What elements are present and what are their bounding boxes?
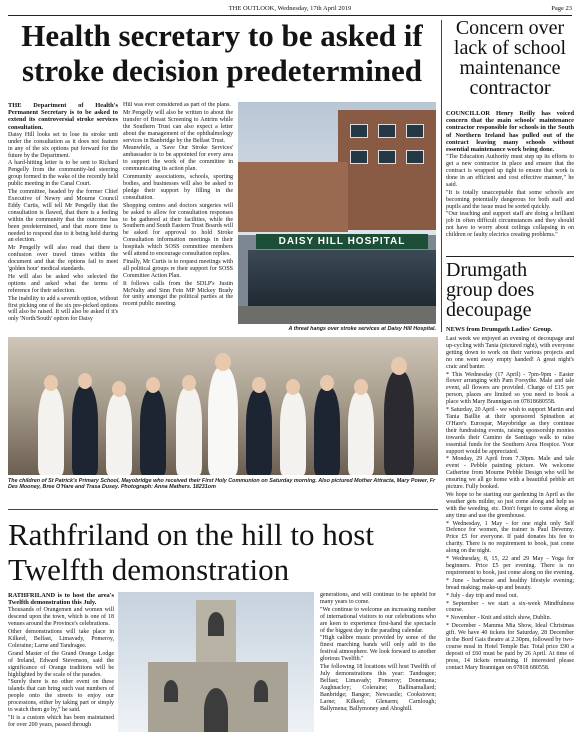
hospital-photo bbox=[238, 102, 436, 324]
twelfth-paragraph: generations, and will continue to be upheld for many years to come. bbox=[320, 592, 436, 605]
decoupage-paragraph: * December - Mamma Mia Show, Ideal Christmas gift. We have 40 tickets for Saturday, 28 December in the Bord Gais theatre at 2.30pm, followed by two-course meal in Hotel Temple Bar. Total price £90 a deposit of £60 must be paid by 26 April. At time of press, 14 tickets remaining. If interested please contact Mary Brannigan on 07818 680558. bbox=[446, 623, 574, 671]
school-story-paragraph: "The Education Authority must step up its efforts to get a new contractor in place and ensure that the contract is wrapped up tight to ensure that work is done in an efficient and cost effective manner," he said. bbox=[446, 154, 574, 188]
child-head bbox=[146, 377, 160, 393]
main-story-col2 bbox=[123, 102, 233, 334]
decoupage-paragraph: * Saturday, 20 April - we wish to support Martin and Tania Baillie at their sponsored Spinathon at O'Hare's Eurospar, Mayobridge as they continue their fundraising events, raising sponsorship monies towards their Camino de Santiago walk to raise essential funds for the Southern Area Hospice. Your support would be appreciated. bbox=[446, 407, 574, 455]
twelfth-paragraph: "We continue to welcome an increasing number of international visitors to our celebrations who are keen to experience first-hand the spectacle of the biggest day in the parading calendar. bbox=[320, 606, 436, 634]
main-story-paragraph: It follows calls from the SDLP's Justin McNulty and Sinn Fein MP Mickey Brady for unity amongst the political parties at the recent public meeting. bbox=[123, 280, 233, 308]
decoupage-story bbox=[446, 336, 574, 732]
child-figure bbox=[72, 385, 98, 475]
school-story bbox=[446, 110, 574, 252]
church-photo bbox=[118, 592, 314, 732]
twelfth-paragraph: Other demonstrations will take place in Kilkeel, Belfast, Limavady, Pomeroy, Coleraine; Larne and Tandragee. bbox=[8, 629, 114, 649]
main-story-paragraph: Finally, Mr Curtis is to request meetings with all political groups re their support for SOSS Committee Action Plan. bbox=[123, 258, 233, 279]
child-head bbox=[354, 379, 368, 395]
decoupage-paragraph: * Wednesday, 1 May - for one night only Self Defence for women, the trainer is Paul Devenny. Price £5 for everyone. If paid donates his fee to charity. There is no requirement to book, just come along on the night. bbox=[446, 520, 574, 555]
main-story-paragraph: Community associations, schools, sporting bodies, and businesses will also be asked to pledge their support by filling in the consultation. bbox=[123, 174, 233, 201]
twelfth-headline: Rathfriland on the hill to host Twelfth demonstration bbox=[8, 517, 374, 587]
children-caption: The children of St Patrick's Primary School, Mayobridge who received their First Holy Communion on Saturday morning. Also pictured Mother Attracta, Mary Power, Fr Des Mooney, Bree O'Hare and Trasa Dusey. Photograph: Anna Mathers. 18231om bbox=[8, 478, 436, 491]
child-figure bbox=[176, 387, 202, 475]
decoupage-paragraph: * September - we start a six-week Mindfulness course. bbox=[446, 600, 574, 614]
decoupage-paragraph: * June - barbecue and healthy lifestyle evening; bread making; make-up and beauty. bbox=[446, 577, 574, 591]
decoupage-paragraph: We hope to be starting our gardening in April as the weather gets milder, so just come along and help us with the weeding, etc. Don't forget to come along at any time and use the greenhouse. bbox=[446, 491, 574, 519]
decoupage-paragraph: * Monday, 29 April from 7.30pm. Male and tale event - Pebble painting picture. We welcome Catherine from Mourne Pebble Design who will be ensuring we all go home with a beautiful pebble art picture. Fully booked. bbox=[446, 456, 574, 491]
school-story-lead: COUNCILLOR Henry Reilly has voiced concern that the main schools' maintenance contractor responsible for schools in the South of Northern Ireland has pulled out of the contract leaving many schools without essential maintenance work being done. bbox=[446, 110, 574, 154]
child-head bbox=[252, 377, 266, 393]
main-story-lead: THE Department of Health's Permanent Secretary is to be asked to extend its controversial stroke services consultation. bbox=[8, 102, 118, 131]
child-head bbox=[286, 379, 300, 395]
main-story-paragraph: Daisy Hill looks set to lose its stroke unit under the consultation as it does not feature in any of the six options put forward for the future by the Department. bbox=[8, 131, 118, 159]
twelfth-paragraph: "Surely there is no other event on these islands that can bring such vast numbers of people onto the streets to enjoy our processions, either by taking part or simply to watch them go by," he said. bbox=[8, 679, 114, 714]
header-date: THE OUTLOOK, Wednesday, 17th April 2019 bbox=[228, 5, 352, 12]
section-divider bbox=[8, 509, 438, 510]
school-story-paragraph: "It is totally unacceptable that some schools are becoming potentially dangerous for both staff and pupils and the issue must be sorted quickly. bbox=[446, 189, 574, 210]
child-head bbox=[182, 375, 196, 391]
building-window bbox=[378, 150, 396, 164]
adult-figure bbox=[208, 367, 238, 475]
twelfth-story-col3 bbox=[320, 592, 436, 734]
building-window bbox=[350, 124, 368, 138]
child-head bbox=[320, 375, 334, 391]
main-story-paragraph: Shopping centres and doctors surgeries will be asked to allow for consultation responses to be gathered at their facilities, while the Southern and South Eastern Trust Boards will be asked for approval to hold Stroke Consultation information meetings in their hospitals which SOSS committee members will attend to encourage consultation replies. bbox=[123, 202, 233, 258]
main-story-paragraph: He will also be asked who selected the options and asked what the terms of reference for their selection. bbox=[8, 273, 118, 294]
children-photo bbox=[8, 337, 438, 475]
decoupage-story-lead: NEWS from Drumgath Ladies' Group. bbox=[446, 326, 553, 333]
decoupage-paragraph: * This Wednesday (17 April) - 7pm-9pm - Easter flower arranging with Pam Forsythe. Male and tale event, all flowers are provided. Charge of £15 per person, places are limited so you need to book a place with Mary Brannigan on 07818680558. bbox=[446, 371, 574, 406]
main-story-paragraph: A hard-hitting letter is to be sent to Richard Pengelly from the community-led steering group formed in the wake of the recently held public meeting in the Canal Court. bbox=[8, 160, 118, 188]
building-wall bbox=[238, 162, 348, 232]
twelfth-paragraph: Thousands of Orangemen and women will descend upon the town, which is one of 18 venues around the Province's celebrations. bbox=[8, 607, 114, 628]
school-headline: Concern over lack of school maintenance contractor bbox=[453, 17, 567, 99]
twelfth-paragraph: The following 18 locations will host Twelfth of July demonstrations this year: Tandragee; Belfast; Limavady; Pomeroy; Donemana; Aughnacloy; Coleraine; Ballinamallard; Banbridge; Bangor; Newcastle; Cookstown; Larne; Kilkeel; Glenarm; Carnlough; Ballymena; Ballymoney and Ahoghill. bbox=[320, 664, 436, 712]
main-story-paragraph: Mr Pengelly will also read that there is confusion over travel times within the document and that the options fail to meet 'golden hour' medical standards. bbox=[8, 245, 118, 273]
main-story-paragraph: Hill was ever considered as part of the plans. bbox=[123, 102, 231, 108]
child-figure bbox=[280, 391, 306, 475]
adult-head bbox=[215, 353, 231, 371]
page-header bbox=[8, 2, 572, 16]
section-divider bbox=[446, 256, 574, 257]
hospital-sign: DAISY HILL HOSPITAL bbox=[256, 234, 428, 249]
twelfth-story-col1 bbox=[8, 592, 114, 734]
child-figure bbox=[38, 387, 64, 475]
building-window bbox=[406, 124, 424, 138]
hospital-caption: A threat hangs over stroke services at Daisy Hill Hospital. bbox=[288, 326, 436, 332]
decoupage-paragraph: Last week we enjoyed an evening of decoupage and up-cycling with Tania (pictured right), with everyone getting down to work on their various projects and no one went away empty handed! A great night's craic and banter. bbox=[446, 336, 574, 370]
main-story-paragraph: Mr Pengelly will also be written to about the transfer of Breast Screening to Antrim while the Southern Trust can also expect a letter about the management of the ophthalmology services in Banbridge by the Belfast Trust. bbox=[123, 109, 233, 144]
school-story-paragraph: "Our teaching and support staff are doing a brilliant job in often difficult circumstances and they should not have to worry about ceilings collapsing in on children or faulty electrics creating problems." bbox=[446, 211, 574, 239]
decoupage-story-top bbox=[446, 326, 574, 334]
church-window bbox=[254, 680, 268, 702]
child-head bbox=[78, 373, 92, 389]
child-head bbox=[44, 375, 58, 391]
main-story-col1 bbox=[8, 102, 118, 334]
photo-ground bbox=[238, 306, 436, 324]
building-entrance bbox=[248, 250, 436, 306]
child-figure bbox=[314, 387, 340, 475]
twelfth-paragraph: Grand Master of the Grand Orange Lodge of Ireland, Edward Stevenson, said the significance of Orange traditions will be highlighted by the scale of the parades. bbox=[8, 650, 114, 678]
building-window bbox=[378, 124, 396, 138]
church-door bbox=[204, 688, 228, 732]
twelfth-paragraph: "It is a custom which has been maintained for over 200 years, passed through bbox=[8, 715, 114, 728]
main-headline: Health secretary to be asked if stroke decision predetermined bbox=[21, 18, 423, 88]
twelfth-paragraph: "High calibre music provided by some of the finest marching bands will only add to the festival atmosphere. We look forward to another glorious Twelfth." bbox=[320, 635, 436, 663]
decoupage-headline: Drumgath group does decoupage bbox=[446, 259, 535, 321]
adult-figure bbox=[384, 371, 414, 475]
main-story-paragraph: The inability to add a seventh option, without first picking one of the six pre-picked options will also be raised. It will also be asked if it's only 'North/South' option for Daisy bbox=[8, 295, 118, 323]
page-number: Page 23 bbox=[551, 5, 572, 12]
decoupage-paragraph: * July - day trip and meal out. bbox=[446, 592, 518, 599]
twelfth-story-lead: RATHFRILAND is to host the area's Twelfth demonstration this July. bbox=[8, 592, 114, 607]
decoupage-paragraph: * November - Knit and stitch show, Dublin. bbox=[446, 615, 552, 622]
church-window bbox=[164, 680, 178, 702]
main-story-paragraph: The committee, headed by the former Chief Executive of Newry and Mourne Council Eddy Curtis, will tell Mr Pengelly that the consultation is flawed, that there is a feeling within the community that the outcome has been predetermined, and that more time is needed to respond due to it being held during an election. bbox=[8, 189, 118, 244]
child-figure bbox=[106, 393, 132, 475]
child-figure bbox=[140, 389, 166, 475]
adult-head bbox=[391, 357, 407, 375]
building-window bbox=[406, 150, 424, 164]
decoupage-paragraph: * Wednesday, 8, 15, 22 and 29 May - Yoga for beginners. Price £5 per evening. There is no requirement to book, just come along on the evening. bbox=[446, 556, 574, 576]
column-divider bbox=[441, 20, 442, 332]
church-window bbox=[208, 612, 224, 636]
main-story-paragraph: Meanwhile, a 'Save Our Stroke Services' ambassador is to be appointed for every area to support the work of the committee in communicating its action plan. bbox=[123, 145, 233, 173]
child-figure bbox=[246, 389, 272, 475]
child-figure bbox=[348, 391, 374, 475]
building-window bbox=[350, 150, 368, 164]
child-head bbox=[112, 381, 126, 397]
